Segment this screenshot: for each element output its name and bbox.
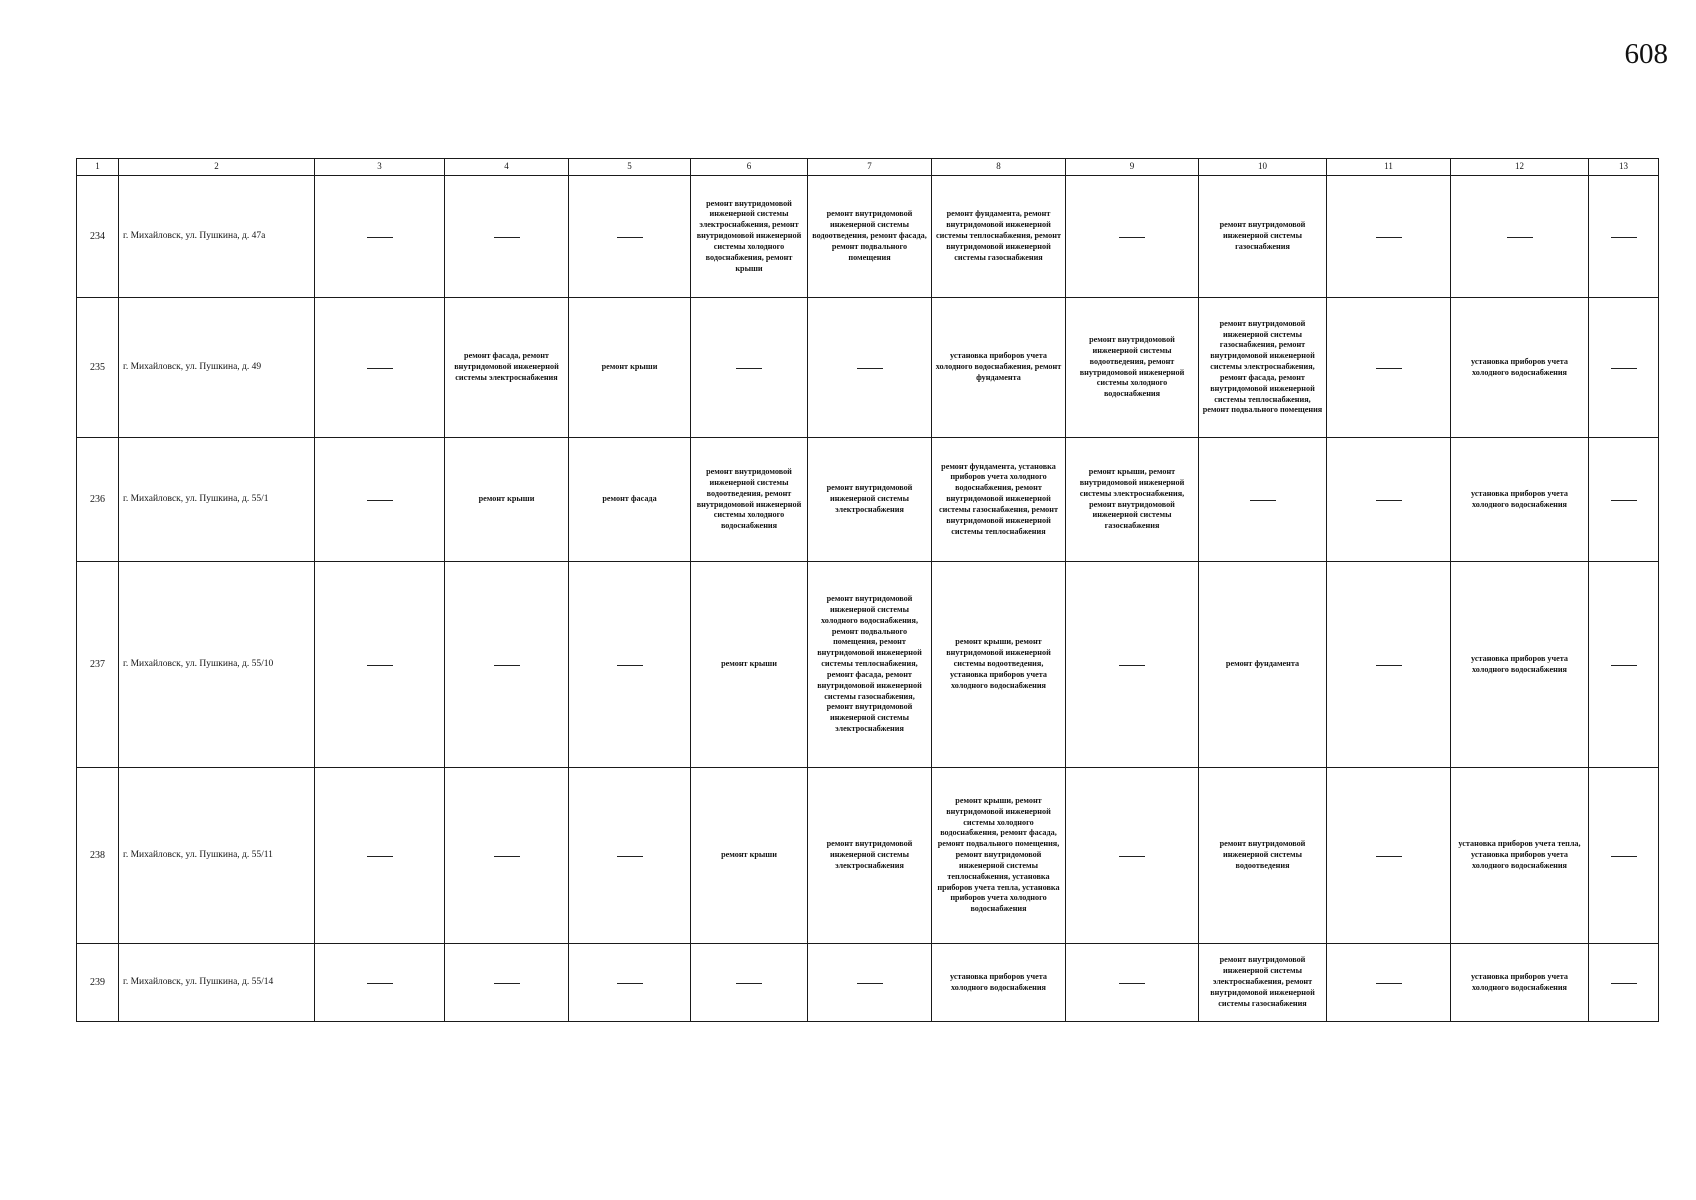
empty-cell <box>1327 562 1451 768</box>
empty-cell <box>1589 944 1659 1022</box>
work-cell: установка приборов учета тепла, установка приборов учета холодного водоснабжения <box>1451 768 1589 944</box>
empty-cell <box>1327 438 1451 562</box>
empty-cell <box>1327 298 1451 438</box>
row-number: 239 <box>77 944 119 1022</box>
dash-mark <box>367 237 393 238</box>
dash-mark <box>617 983 643 984</box>
work-cell: ремонт внутридомовой инженерной системы газоснабжения, ремонт внутридомовой инженерной системы электроснабжения, ремонт фасада, ремонт внутридомовой инженерной системы теплоснабжения, ремонт подвального помещения <box>1199 298 1327 438</box>
empty-cell <box>445 768 569 944</box>
work-cell: установка приборов учета холодного водоснабжения <box>1451 944 1589 1022</box>
work-cell: установка приборов учета холодного водоснабжения <box>932 944 1066 1022</box>
dash-mark <box>1376 983 1402 984</box>
dash-mark <box>617 665 643 666</box>
work-cell: ремонт внутридомовой инженерной системы газоснабжения <box>1199 176 1327 298</box>
dash-mark <box>857 983 883 984</box>
work-cell: ремонт внутридомовой инженерной системы водоотведения, ремонт внутридомовой инженерной системы холодного водоснабжения <box>1066 298 1199 438</box>
empty-cell <box>1589 176 1659 298</box>
work-cell: ремонт внутридомовой инженерной системы водоотведения, ремонт фасада, ремонт подвального помещения <box>808 176 932 298</box>
empty-cell <box>1199 438 1327 562</box>
empty-cell <box>691 944 808 1022</box>
empty-cell <box>315 176 445 298</box>
work-cell: ремонт крыши <box>691 562 808 768</box>
work-cell: ремонт фасада <box>569 438 691 562</box>
dash-mark <box>1250 500 1276 501</box>
empty-cell <box>315 768 445 944</box>
empty-cell <box>569 176 691 298</box>
dash-mark <box>494 665 520 666</box>
dash-mark <box>1611 665 1637 666</box>
empty-cell <box>691 298 808 438</box>
address-cell: г. Михайловск, ул. Пушкина, д. 55/14 <box>119 944 315 1022</box>
empty-cell <box>808 944 932 1022</box>
empty-cell <box>315 298 445 438</box>
work-cell: ремонт фундамента, установка приборов учета холодного водоснабжения, ремонт внутридомовой инженерной системы газоснабжения, ремонт внутридомовой инженерной системы теплоснабжения <box>932 438 1066 562</box>
dash-mark <box>1507 237 1533 238</box>
address-cell: г. Михайловск, ул. Пушкина, д. 49 <box>119 298 315 438</box>
dash-mark <box>1611 983 1637 984</box>
table-row <box>77 176 1659 298</box>
table-row <box>77 768 1659 944</box>
work-cell: ремонт крыши, ремонт внутридомовой инженерной системы электроснабжения, ремонт внутридомовой инженерной системы газоснабжения <box>1066 438 1199 562</box>
empty-cell <box>1327 176 1451 298</box>
empty-cell <box>1066 176 1199 298</box>
row-number: 238 <box>77 768 119 944</box>
dash-mark <box>1376 856 1402 857</box>
empty-cell <box>1589 768 1659 944</box>
empty-cell <box>1589 562 1659 768</box>
column-header: 4 <box>445 159 569 176</box>
column-header: 6 <box>691 159 808 176</box>
dash-mark <box>1611 368 1637 369</box>
work-cell: ремонт внутридомовой инженерной системы водоотведения, ремонт внутридомовой инженерной системы холодного водоснабжения <box>691 438 808 562</box>
row-number: 236 <box>77 438 119 562</box>
dash-mark <box>494 237 520 238</box>
dash-mark <box>617 237 643 238</box>
work-cell: ремонт крыши, ремонт внутридомовой инженерной системы холодного водоснабжения, ремонт фасада, ремонт подвального помещения, ремонт внутридомовой инженерной системы теплоснабжения, установка приборов учета тепла, установка приборов учета холодного водоснабжения <box>932 768 1066 944</box>
table-row <box>77 298 1659 438</box>
work-cell: ремонт внутридомовой инженерной системы электроснабжения, ремонт внутридомовой инженерной системы газоснабжения <box>1199 944 1327 1022</box>
address-cell: г. Михайловск, ул. Пушкина, д. 47а <box>119 176 315 298</box>
work-cell: установка приборов учета холодного водоснабжения, ремонт фундамента <box>932 298 1066 438</box>
table-row <box>77 944 1659 1022</box>
dash-mark <box>367 665 393 666</box>
dash-mark <box>367 856 393 857</box>
dash-mark <box>857 368 883 369</box>
empty-cell <box>315 562 445 768</box>
column-header: 10 <box>1199 159 1327 176</box>
work-cell: ремонт крыши <box>445 438 569 562</box>
column-header: 13 <box>1589 159 1659 176</box>
empty-cell <box>445 176 569 298</box>
empty-cell <box>1589 438 1659 562</box>
row-number: 235 <box>77 298 119 438</box>
work-cell: ремонт внутридомовой инженерной системы электроснабжения, ремонт внутридомовой инженерной системы холодного водоснабжения, ремонт крыши <box>691 176 808 298</box>
column-header: 9 <box>1066 159 1199 176</box>
work-cell: ремонт внутридомовой инженерной системы холодного водоснабжения, ремонт подвального помещения, ремонт внутридомовой инженерной системы теплоснабжения, ремонт фасада, ремонт внутридомовой инженерной системы газоснабжения, ремонт внутридомовой инженерной системы электроснабжения <box>808 562 932 768</box>
work-cell: ремонт фундамента <box>1199 562 1327 768</box>
empty-cell <box>1066 944 1199 1022</box>
repair-schedule-table <box>76 158 1659 1022</box>
work-cell: установка приборов учета холодного водоснабжения <box>1451 438 1589 562</box>
dash-mark <box>1119 665 1145 666</box>
empty-cell <box>445 562 569 768</box>
work-cell: установка приборов учета холодного водоснабжения <box>1451 298 1589 438</box>
row-number: 234 <box>77 176 119 298</box>
work-cell: ремонт фасада, ремонт внутридомовой инженерной системы электроснабжения <box>445 298 569 438</box>
empty-cell <box>1451 176 1589 298</box>
dash-mark <box>367 500 393 501</box>
address-cell: г. Михайловск, ул. Пушкина, д. 55/11 <box>119 768 315 944</box>
empty-cell <box>315 944 445 1022</box>
column-header: 7 <box>808 159 932 176</box>
column-header: 11 <box>1327 159 1451 176</box>
work-cell: ремонт фундамента, ремонт внутридомовой инженерной системы теплоснабжения, ремонт внутридомовой инженерной системы газоснабжения <box>932 176 1066 298</box>
dash-mark <box>1119 856 1145 857</box>
table-row <box>77 562 1659 768</box>
dash-mark <box>367 983 393 984</box>
dash-mark <box>617 856 643 857</box>
empty-cell <box>315 438 445 562</box>
dash-mark <box>1376 237 1402 238</box>
work-cell: ремонт внутридомовой инженерной системы электроснабжения <box>808 438 932 562</box>
empty-cell <box>569 562 691 768</box>
dash-mark <box>1119 237 1145 238</box>
column-header: 1 <box>77 159 119 176</box>
work-cell: ремонт внутридомовой инженерной системы водоотведения <box>1199 768 1327 944</box>
column-header: 12 <box>1451 159 1589 176</box>
empty-cell <box>808 298 932 438</box>
row-number: 237 <box>77 562 119 768</box>
dash-mark <box>736 983 762 984</box>
dash-mark <box>1611 856 1637 857</box>
work-cell: ремонт крыши, ремонт внутридомовой инженерной системы водоотведения, установка приборов учета холодного водоснабжения <box>932 562 1066 768</box>
dash-mark <box>494 983 520 984</box>
dash-mark <box>1611 237 1637 238</box>
empty-cell <box>569 944 691 1022</box>
dash-mark <box>367 368 393 369</box>
empty-cell <box>1327 768 1451 944</box>
column-number-row <box>77 159 1659 176</box>
work-cell: установка приборов учета холодного водоснабжения <box>1451 562 1589 768</box>
column-header: 2 <box>119 159 315 176</box>
empty-cell <box>1327 944 1451 1022</box>
empty-cell <box>1066 768 1199 944</box>
column-header: 3 <box>315 159 445 176</box>
column-header: 5 <box>569 159 691 176</box>
empty-cell <box>1066 562 1199 768</box>
address-cell: г. Михайловск, ул. Пушкина, д. 55/1 <box>119 438 315 562</box>
dash-mark <box>494 856 520 857</box>
dash-mark <box>1611 500 1637 501</box>
dash-mark <box>1376 500 1402 501</box>
address-cell: г. Михайловск, ул. Пушкина, д. 55/10 <box>119 562 315 768</box>
empty-cell <box>445 944 569 1022</box>
work-cell: ремонт внутридомовой инженерной системы электроснабжения <box>808 768 932 944</box>
dash-mark <box>1376 368 1402 369</box>
work-cell: ремонт крыши <box>691 768 808 944</box>
column-header: 8 <box>932 159 1066 176</box>
table-body <box>77 176 1659 1022</box>
dash-mark <box>1119 983 1145 984</box>
work-cell: ремонт крыши <box>569 298 691 438</box>
dash-mark <box>1376 665 1402 666</box>
empty-cell <box>569 768 691 944</box>
table-row <box>77 438 1659 562</box>
page-number: 608 <box>1624 38 1668 70</box>
empty-cell <box>1589 298 1659 438</box>
dash-mark <box>736 368 762 369</box>
